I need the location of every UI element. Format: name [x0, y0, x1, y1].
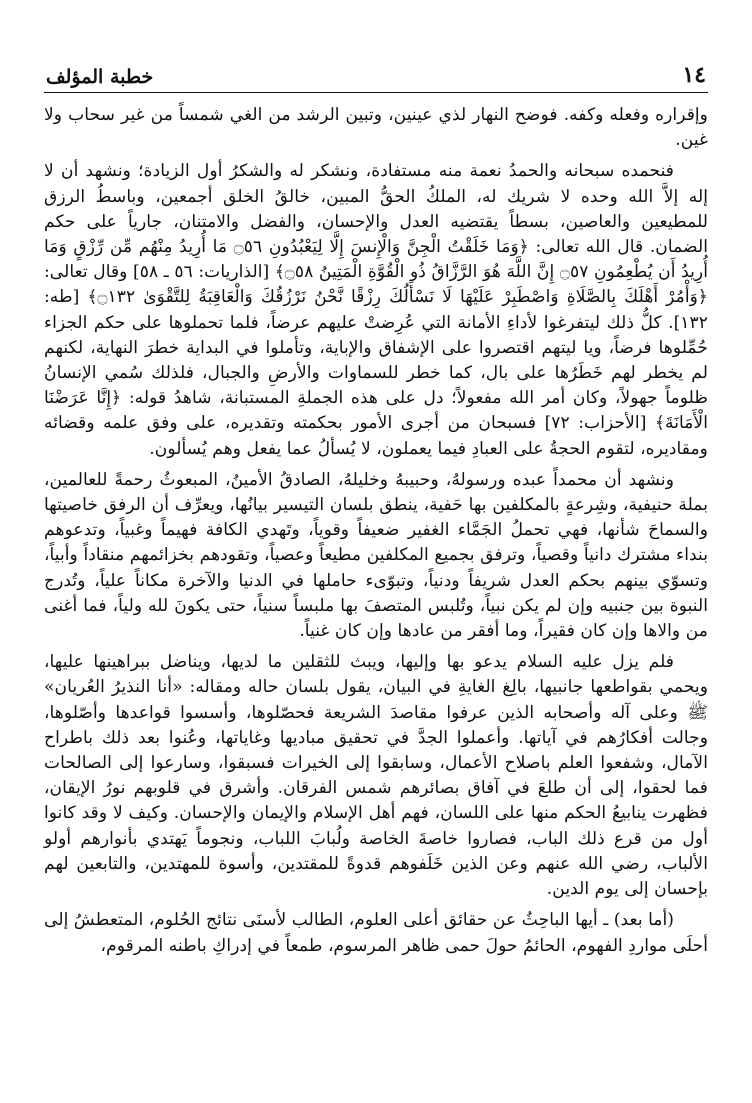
page-body — [44, 103, 708, 959]
page-header — [44, 58, 708, 93]
page-number: ١٤ — [682, 62, 706, 88]
paragraph-amma-bad: (أما بعد) ـ أيها الباحِثُ عن حقائق أعلى العلوم، الطالب لأسنَى نتائج الحُلوم، المتعطشُ إلى أحلَى مواردِ الفهوم، الحائمُ حولَ حمى ظاهر المرسوم، طمعاً في إدراكِ باطنه المرقوم، — [44, 910, 708, 956]
paragraph-prophet: فلم يزل عليه السلام يدعو بها وإليها، ويبث للثقلين ما لديها، ويناضل ببراهينها عليها، ويحمي بقواطعها جانبيها، بالِغ الغايةِ في البيان، يقول بلسان حاله ومقاله: «أنا النذيرُ العُريان» ﷺ وعلى آله وأصحابه الذين عرفوا مقاصدَ الشريعة فحصّلوها، وأسسوا قواعدها وأصّلوها، وجالت أفكارُهم في آياتها. وأعملوا الجدَّ في تحقيق مباديها وغاياتها، وعُنوا بعد ذلك باطراح الآمال، وشفعوا العلم باصلاح الأعمال، وسابقوا إلى الخيرات فسبقوا، وسارعوا إلى الصالحات فما لحقوا، إلى أن طلعَ في آفاق بصائرهم شمس الفرقان. وأشرق في قلوبهم نورُ الإيقان، فظهرت ينابيعُ الحكم منها على اللسان، فهم أهل الإسلام والإيمان والإحسان. وكيف لا وقد كانوا أول من قرع ذلك الباب، فصاروا خاصةَ الخاصة ولُبابَ اللباب، ونجوماً يَهتدي بأنوارهم أولو الألباب، رضي الله عنهم وعن الذين خَلَفوهم قدوةً للمقتدين، وأسوة للمهتدين، والتابعين لهم بإحسان إلى يوم الدين. — [44, 652, 709, 900]
paragraph-continuation: وإقراره وفعله وكفه. فوضح النهار لذي عينين، وتبين الرشد من الغي شمساً من غير سحاب ولا غين. — [44, 105, 708, 151]
running-title: خطبة المؤلف — [46, 66, 154, 88]
paragraph-praise: فنحمده سبحانه والحمدُ نعمة منه مستفادة، ونشكر له والشكرُ أول الزيادة؛ ونشهد أن لا إله إلاَّ الله وحده لا شريك له، الملكُ الحقُّ المبين، خالقُ الخلق أجمعين، وباسطُ الرزق للمطيعين والعاصين، بسطاً يقتضيه العدل والإحسان، والفضل والامتنان، جارياً على حكم الضمان. قال الله تعالى: ﴿وَمَا خَلَقْتُ الْجِنَّ وَالْإِنسَ إِلَّا لِيَعْبُدُونِ ۝٥٦ مَا أُرِيدُ مِنْهُم مِّن رِّزْقٍ وَمَا أُرِيدُ أَن يُطْعِمُونِ ۝٥٧ إِنَّ اللَّهَ هُوَ الرَّزَّاقُ ذُو الْقُوَّةِ الْمَتِينُ ۝٥٨﴾ [الذاريات: ٥٦ ـ ٥٨] وقال تعالى: ﴿وَأْمُرْ أَهْلَكَ بِالصَّلَاةِ وَاصْطَبِرْ عَلَيْهَا لَا نَسْأَلُكَ رِزْقًا نَّحْنُ نَرْزُقُكَ وَالْعَاقِبَةُ لِلتَّقْوَىٰ ۝١٣٢﴾ [طه: ١٣٢]. كلُّ ذلك ليتفرغوا لأداءِ الأمانة التي عُرِضتْ عليهم عرضاً، فلما تحملوها على حكم الجزاء حُمِّلوها فرضاً، ويا ليتهم اقتصروا على الإشفاق والإباية، وتأملوا في البداية خطرَ النهاية، لكنهم لم يخطر لهم خَطَرُها على بال، كما خطر للسماوات والأرضِ والجبال، فلذلك سُمي الإنسانُ ظلوماً جهولاً، وكان أمر الله مفعولاً؛ دل على هذه الجملةِ المستبانة، شاهدُ قوله: ﴿إِنَّا عَرَضْنَا الْأَمَانَةَ﴾ [الأحزاب: ٧٢] فسبحان من أجرى الأمور بحكمته وتقديره، على وفق علمه وقضائه ومقاديره، لتقوم الحجةُ على العبادِ فيما يعملون، لا يُسألُ عما يفعل وهم يُسألون. — [44, 161, 708, 459]
paragraph-testimony: ونشهد أن محمداً عبده ورسولهُ، وحبيبهُ وخليلهُ، الصادقُ الأمينُ، المبعوثُ رحمةً للعالمين، بملة حنيفية، وشِرعةٍ بالمكلفين بها حَفية، ينطق بلسان التيسير بيانُها، ويعرِّف أن الرفق خاصيتها والسماحَ شأنها، فهي تحملُ الجَمَّاء الغفير ضعيفاً وقوياً، وتَهدي الكافة فهيماً وغبياً، وتدعوهم بنداء مشترك دانياً وقصياً، وترفق بجميع المكلفين مطيعاً وعصياً، وتقودهم بخزائمهم منقاداً وأبياً، وتسوّي بينهم بحكم العدل شريفاً ودنياً، وتبوّىء حاملها في الدنيا والآخرة مكاناً علياً، وتُدرج النبوة بين جنبيه وإن لم يكن نبياً، وتُلبس المتصفَ بها ملبساً سنياً، حتى يكونَ لله ولياً، فما أغنى من والاها وإن كان فقيراً، وما أفقر من عادها وإن كان غنياً. — [44, 469, 708, 642]
